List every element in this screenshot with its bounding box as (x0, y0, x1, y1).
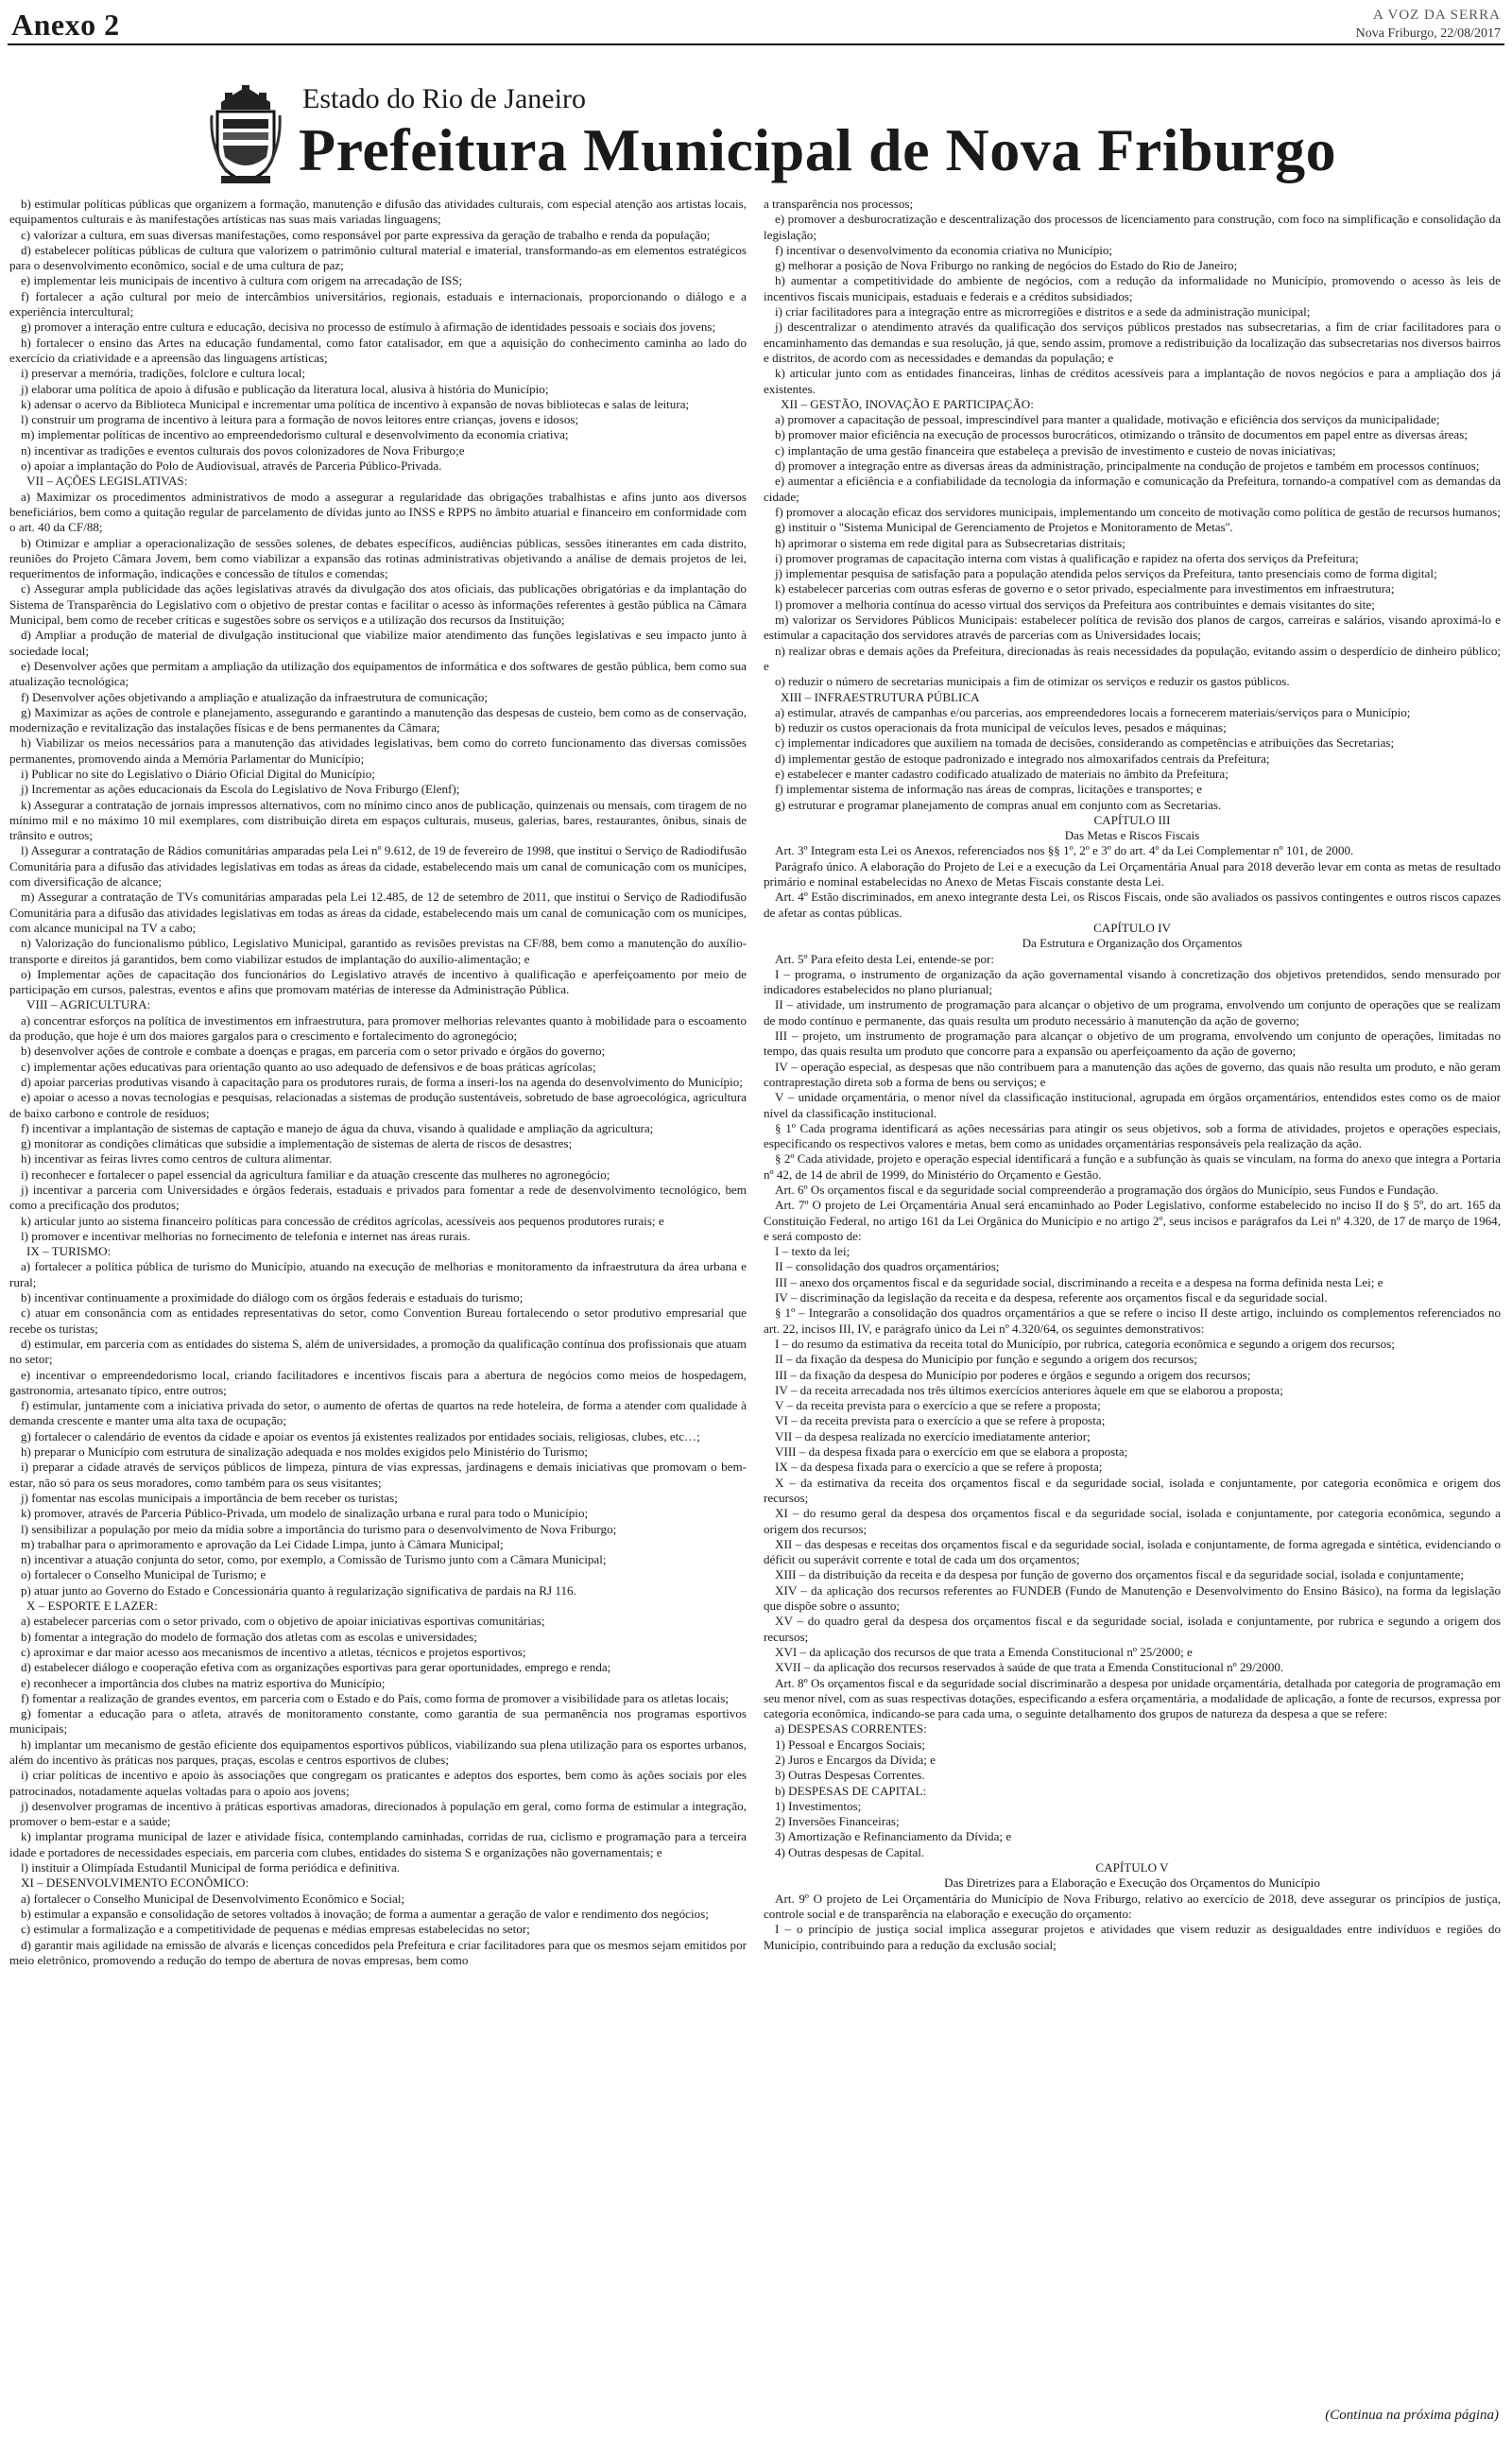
right-column-paragraph: d) promover a integração entre as diversas áreas da administração, principalmente na condução de projetos e também em processos contínuos; (775, 458, 1480, 474)
right-column-paragraph: VI – da receita prevista para o exercício a que se refere à proposta; (775, 1413, 1106, 1428)
right-column-paragraph: 4) Outras despesas de Capital. (775, 1844, 925, 1859)
left-column-paragraph: b) desenvolver ações de controle e combate a doenças e pragas, em parceria com o setor privado e órgãos do governo; (21, 1044, 606, 1059)
newspaper-name: A VOZ DA SERRA (1373, 8, 1501, 23)
coat-of-arms-icon (208, 81, 284, 187)
left-column-paragraph: c) valorizar a cultura, em suas diversas manifestações, como responsável por parte expressiva da geração de trabalho e renda da população; (21, 227, 711, 242)
right-column-paragraph: l) promover a melhoria contínua do acesso virtual dos serviços da Prefeitura aos contribuintes e demais visitantes do site; (775, 596, 1375, 612)
right-column-paragraph: Art. 6º Os orçamentos fiscal e da seguridade social compreenderão a programação dos órgãos do Município, seus Fundos e Fundação. (775, 1183, 1438, 1197)
masthead (208, 81, 1337, 193)
left-column-paragraph: d) apoiar parcerias produtivas visando à capacitação para os produtores rurais, de forma a inseri-los na agenda do desenvolvimento do Município; (21, 1074, 743, 1089)
right-column-paragraph: i) promover programas de capacitação interna com vistas à qualificação e rapidez na oferta dos serviços da Prefeitura; (775, 550, 1359, 565)
right-column-paragraph: h) aumentar a competitividade do ambiente de negócios, com a redução da informalidade no Município, promovendo o acesso às leis de incentivos fiscais municipais, estaduais e federais e a créditos subsidiados; (764, 273, 1501, 303)
right-column-paragraph: XI – do resumo geral da despesa dos orçamentos fiscal e da seguridade social, isolada e conjuntamente, por categoria econômica, segundo a origem dos recursos; (764, 1506, 1501, 1536)
left-column-paragraph: l) instituir a Olimpíada Estudantil Municipal de forma periódica e definitiva. (21, 1860, 401, 1875)
left-column-paragraph: d) Ampliar a produção de material de divulgação institucional que viabilize maior atendimento das funções legislativas e seu impacto junto à sociedade local; (9, 628, 747, 658)
right-column-paragraph: d) implementar gestão de estoque padronizado e integrado nos almoxarifados centrais da Prefeitura; (775, 751, 1270, 766)
left-column-paragraph: l) promover e incentivar melhorias no fornecimento de telefonia e internet nas áreas rurais. (21, 1228, 471, 1243)
left-column-paragraph: g) monitorar as condições climáticas que subsidie a implementação de sistemas de alerta de riscos de desastres; (21, 1136, 573, 1151)
right-column-paragraph: CAPÍTULO IV (1093, 920, 1171, 935)
right-column-paragraph: Art. 5º Para efeito desta Lei, entende-se por: (775, 951, 995, 966)
right-column-paragraph: f) incentivar o desenvolvimento da economia criativa no Município; (775, 242, 1113, 257)
left-column-paragraph: h) incentivar as feiras livres como centros de cultura alimentar. (21, 1151, 333, 1167)
annex-label: Anexo 2 (11, 8, 120, 42)
left-column-paragraph: n) Valorização do funcionalismo público, Legislativo Municipal, garantido as revisões previstas na CF/88, bem como a manutenção do auxílio-transporte e direitos já garantidos, bem como viabilizar estudos de implantação do auxílio-alimentação; e (9, 936, 747, 966)
right-column-paragraph: Das Metas e Riscos Fiscais (1064, 828, 1200, 843)
left-column-paragraph: k) articular junto ao sistema financeiro políticas para concessão de créditos agrícolas, acessíveis aos pequenos produtores rurais; e (21, 1213, 664, 1228)
left-column-paragraph: e) apoiar o acesso a novas tecnologias e pesquisas, relacionadas a sistemas de produção sustentáveis, sobretudo de base agroecológica, agricultura de baixo carbono e controle de resíduos; (9, 1090, 747, 1120)
right-column-paragraph: 2) Inversões Financeiras; (775, 1814, 900, 1829)
left-column-paragraph: k) promover, através de Parceria Público-Privada, um modelo de sinalização urbana e rural para todo o Município; (21, 1506, 589, 1521)
left-column-paragraph: o) Implementar ações de capacitação dos funcionários do Legislativo através de incentivo à qualificação e aperfeiçoamento por meio de participação em cursos, palestras, eventos e afins que promovam matérias de interesse da Administração Pública. (9, 966, 747, 997)
right-column-paragraph: n) realizar obras e demais ações da Prefeitura, direcionadas às reais necessidades da população, evitando assim o desperdício de dinheiro público; e (764, 643, 1501, 673)
left-column-paragraph: j) Incrementar as ações educacionais da Escola do Legislativo de Nova Friburgo (Elenf); (21, 782, 460, 797)
right-column-paragraph: c) implantação de uma gestão financeira que estabeleça a previsão de investimento e custeio de novas iniciativas; (775, 442, 1336, 458)
right-column-paragraph: XII – das despesas e receitas dos orçamentos fiscal e da seguridade social, isolada e conjuntamente, de forma agregada e sintética, evidenciando o déficit ou superávit corrente e total de cada um dos orçamentos; (764, 1536, 1501, 1567)
left-column-paragraph: h) implantar um mecanismo de gestão eficiente dos equipamentos esportivos públicos, viabilizando sua plena utilização para os esportes urbanos, além do incentivo às práticas nos parques, praças, escolas e centros esportivos de clubes; (9, 1737, 747, 1767)
left-column-paragraph: VIII – AGRICULTURA: (26, 997, 151, 1012)
right-column-paragraph: e) promover a desburocratização e descentralização dos processos de licenciamento para construção, com foco na simplificação e consolidação da legislação; (764, 212, 1501, 242)
right-column-paragraph: X – da estimativa da receita dos orçamentos fiscal e da seguridade social, isolada e conjuntamente, por categoria econômica e origem dos recursos; (764, 1475, 1501, 1505)
left-column-paragraph: c) aproximar e dar maior acesso aos mecanismos de incentivo a atletas, técnicos e projetos esportivos; (21, 1644, 526, 1659)
right-column-paragraph: h) aprimorar o sistema em rede digital para as Subsecretarias distritais; (775, 535, 1125, 550)
right-column-paragraph: o) reduzir o número de secretarias municipais a fim de otimizar os serviços e reduzir os gastos públicos. (775, 674, 1290, 689)
right-column-paragraph: k) articular junto com as entidades financeiras, linhas de créditos acessíveis para a implantação de novos negócios e para a ampliação dos já existentes. (764, 366, 1501, 396)
left-column-paragraph: e) incentivar o empreendedorismo local, criando facilitadores e incentivos fiscais para a abertura de negócios como meios de hospedagem, gastronomia, artesanato típico, entre outros; (9, 1367, 747, 1397)
right-column-paragraph: IV – operação especial, as despesas que não contribuem para a manutenção das ações de governo, das quais não resulta um produto, e não geram contraprestação direta sob a forma de bens ou serviços; e (764, 1059, 1501, 1089)
right-column-paragraph: a) DESPESAS CORRENTES: (775, 1721, 927, 1737)
right-column-paragraph: XVII – da aplicação dos recursos reservados à saúde de que trata a Emenda Constitucional nº 29/2000. (775, 1660, 1284, 1675)
right-column-paragraph: V – unidade orçamentária, o menor nível da classificação institucional, agrupada em órgãos orçamentários, entendidos estes como os de maior nível da classificação institucional. (764, 1090, 1501, 1120)
left-column-paragraph: c) Assegurar ampla publicidade das ações legislativas através da divulgação dos atos oficiais, das publicações obrigatórias e da implantação do Sistema de Transparência do Legislativo com o objetivo de prestar contas e facilitar o acesso às informações referentes à gestão pública na Câmara Municipal, bem como de receber críticas e sugestões sobre os serviços e a utilização dos recursos da Instituição; (9, 581, 747, 628)
left-column-paragraph: X – ESPORTE E LAZER: (26, 1599, 158, 1614)
left-column-paragraph: IX – TURISMO: (26, 1244, 112, 1259)
right-column-paragraph: Das Diretrizes para a Elaboração e Execução dos Orçamentos do Município (944, 1875, 1320, 1891)
left-column-paragraph: c) estimular a formalização e a competitividade de pequenas e médias empresas estabelecidas no setor; (21, 1922, 530, 1937)
left-column-paragraph: d) estabelecer políticas públicas de cultura que valorizem o patrimônio cultural material e imaterial, transformando-as em elementos estratégicos para o desenvolvimento econômico, social e de uma cultura de paz; (9, 242, 747, 273)
right-column-paragraph: § 1º – Integrarão a consolidação dos quadros orçamentários a que se refere o inciso II deste artigo, incluindo os complementos referenciados no art. 22, incisos III, IV, e parágrafo único da Lei nº 4.320/64, os seguintes demonstrativos: (764, 1305, 1501, 1336)
left-column-paragraph: i) preparar a cidade através de serviços públicos de limpeza, pintura de vias expressas, jardinagens e demais iniciativas que promovam o bem-estar, não só para os seus moradores, como também para os seus visitantes; (9, 1460, 747, 1490)
right-column-paragraph: Art. 9º O projeto de Lei Orçamentária do Município de Nova Friburgo, relativo ao exercício de 2018, deve assegurar os princípios de justiça, controle social e de transparência na elaboração e execução do orçamento: (764, 1891, 1501, 1921)
right-column-paragraph: b) DESPESAS DE CAPITAL: (775, 1783, 927, 1798)
left-text-column (9, 197, 747, 2397)
left-column-paragraph: f) estimular, juntamente com a iniciativa privada do setor, o aumento de ofertas de quartos na rede hoteleira, de forma a atender com qualidade à demanda crescente e manter uma alta taxa de ocupação; (9, 1398, 747, 1428)
left-column-paragraph: b) estimular políticas públicas que organizem a formação, manutenção e difusão das atividades culturais, com especial atenção aos artistas locais, equipamentos culturais e às manifestações artísticas nas suas mais variadas linguagens; (9, 197, 747, 227)
left-column-paragraph: i) Publicar no site do Legislativo o Diário Oficial Digital do Município; (21, 766, 375, 781)
left-column-paragraph: a) concentrar esforços na política de investimentos em infraestrutura, para promover melhorias relevantes quanto à mobilidade para o escoamento da produção, que hoje é um dos maiores gargalos para o crescimento e fortalecimento do agronegócio; (9, 1012, 747, 1044)
left-column-paragraph: k) implantar programa municipal de lazer e atividade física, contemplando caminhadas, corridas de rua, ciclismo e programação para a terceira idade e portadores de necessidades especiais, em parceria com clubes, entidades do sistema S e organizações não governamentais; e (9, 1829, 747, 1859)
right-column-paragraph: XVI – da aplicação dos recursos de que trata a Emenda Constitucional nº 25/2000; e (775, 1644, 1193, 1659)
left-column-paragraph: b) fomentar a integração do modelo de formação dos atletas com as escolas e universidades; (21, 1629, 477, 1644)
right-column-paragraph: XIII – da distribuição da receita e da despesa por função de governo dos orçamentos fiscal e da seguridade social, isolada e conjuntamente; (775, 1567, 1464, 1582)
right-column-paragraph: XIV – da aplicação dos recursos referentes ao FUNDEB (Fundo de Manutenção e Desenvolvimento do Ensino Básico), na forma da legislação que dispõe sobre o assunto; (764, 1582, 1501, 1614)
left-column-paragraph: g) fortalecer o calendário de eventos da cidade e apoiar os eventos já existentes realizados por entidades sociais, religiosas, clubes, etc…; (21, 1428, 700, 1443)
left-column-paragraph: a) estabelecer parcerias com o setor privado, com o objetivo de apoiar iniciativas esportivas comunitárias; (21, 1614, 545, 1629)
left-column-paragraph: f) fortalecer a ação cultural por meio de intercâmbios universitários, regionais, estaduais e internacionais, proporcionando o diálogo e a experiência intercultural; (9, 288, 747, 320)
right-column-paragraph: Da Estrutura e Organização dos Orçamentos (1022, 936, 1243, 951)
right-column-paragraph: 2) Juros e Encargos da Dívida; e (775, 1752, 936, 1767)
continuation-note: (Continua na próxima página) (1325, 2408, 1499, 2423)
left-column-paragraph: o) fortalecer o Conselho Municipal de Turismo; e (21, 1567, 266, 1582)
left-column-paragraph: d) estimular, em parceria com as entidades do sistema S, além de universidades, a promoção da qualificação contínua dos profissionais que atuam no setor; (9, 1336, 747, 1367)
right-column-paragraph: II – consolidação dos quadros orçamentários; (775, 1259, 1000, 1274)
right-column-paragraph: 3) Amortização e Refinanciamento da Dívida; e (775, 1829, 1012, 1844)
state-name: Estado do Rio de Janeiro (302, 83, 586, 114)
left-column-paragraph: e) implementar leis municipais de incentivo à cultura com origem na arrecadação de ISS; (21, 273, 463, 288)
page-header (8, 6, 1504, 45)
right-column-paragraph: § 2º Cada atividade, projeto e operação especial identificará a função e a subfunção às quais se vinculam, na forma do anexo que integra a Portaria nº 42, de 14 de abril de 1999, do Ministério do Orçamento e Gestão. (764, 1151, 1501, 1182)
right-column-paragraph: III – da fixação da despesa do Município por poderes e órgãos e segundo a origem dos recursos; (775, 1367, 1251, 1382)
left-column-paragraph: p) atuar junto ao Governo do Estado e Concessionária quanto à regularização significativa de pardais na RJ 116. (21, 1582, 576, 1598)
left-column-paragraph: i) preservar a memória, tradições, folclore e cultura local; (21, 366, 306, 381)
left-column-paragraph: f) Desenvolver ações objetivando a ampliação e atualização da infraestrutura de comunicação; (21, 689, 489, 704)
left-column-paragraph: d) estabelecer diálogo e cooperação efetiva com as organizações esportivas para gerar oportunidades, emprego e renda; (21, 1660, 611, 1675)
left-column-paragraph: k) Assegurar a contratação de jornais impressos alternativos, com no mínimo cinco anos de publicação, quinzenais ou mensais, com tiragem de no mínimo mil e no máximo 10 mil exemplares, com distribuição direta em espaços culturais, museus, galerias, bares, restaurantes, ônibus, sinais de trânsito e outros; (9, 797, 747, 843)
left-column-paragraph: g) promover a interação entre cultura e educação, decisiva no processo de estímulo à afirmação de identidades pessoais e sociais dos jovens; (21, 320, 716, 335)
right-column-paragraph: b) reduzir os custos operacionais da frota municipal de veículos leves, pesados e máquinas; (775, 720, 1227, 735)
right-column-paragraph: c) implementar indicadores que auxiliem na tomada de decisões, considerando as competências e atribuições das Secretarias; (775, 735, 1395, 751)
right-column-paragraph: f) implementar sistema de informação nas áreas de compras, licitações e transportes; e (775, 782, 1202, 797)
right-column-paragraph: Art. 4º Estão discriminados, em anexo integrante desta Lei, os Riscos Fiscais, onde são avaliados os passivos contingentes e outros riscos capazes de afetar as contas públicas. (764, 890, 1501, 920)
right-column-paragraph: XV – do quadro geral da despesa dos orçamentos fiscal e da seguridade social, isolada e conjuntamente, por rubrica e segundo a origem dos recursos; (764, 1614, 1501, 1644)
left-column-paragraph: i) criar políticas de incentivo e apoio às associações que congregam os praticantes e adeptos dos esportes, bem como às ações sociais por eles patrocinados, notadamente aquelas voltadas para o apoio aos jovens; (9, 1768, 747, 1798)
prefecture-title: Prefeitura Municipal de Nova Friburgo (299, 116, 1337, 183)
right-column-paragraph: f) promover a alocação eficaz dos servidores municipais, implementando um conceito de motivação como política de gestão de recursos humanos; (775, 504, 1501, 519)
right-column-paragraph: IX – da despesa fixada para o exercício a que se refere à proposta; (775, 1460, 1103, 1475)
right-column-paragraph: a) estimular, através de campanhas e/ou parcerias, aos empreendedores locais a fornecerem materiais/serviços para o Município; (775, 704, 1411, 719)
left-column-paragraph: a) Maximizar os procedimentos administrativos de modo a assegurar a regularidade das obrigações trabalhistas e afins junto aos diversos beneficiários, bem como a quitação regular de parcelamento de dívidas junto ao INSS e RPPS no âmbito atuarial e financeiro em conformidade com o art. 40 da CF/88; (9, 489, 747, 535)
right-column-paragraph: II – atividade, um instrumento de programação para alcançar o objetivo de um programa, envolvendo um conjunto de operações que se realizam de modo contínuo e permanente, das quais resulta um produto necessário à manutenção da ação de governo; (764, 997, 1501, 1028)
right-column-paragraph: g) estruturar e programar planejamento de compras anual em conjunto com as Secretarias. (775, 797, 1222, 812)
left-column-paragraph: j) desenvolver programas de incentivo à práticas esportivas amadoras, direcionados à população em geral, como forma de estimular a integração, promover o bem-estar e a saúde; (9, 1798, 747, 1829)
right-column-paragraph: e) aumentar a eficiência e a confiabilidade da tecnologia da informação e comunicação da Prefeitura, tornando-a compatível com as demandas da cidade; (764, 474, 1501, 504)
right-column-paragraph: a transparência nos processos; (764, 197, 914, 211)
left-column-paragraph: j) incentivar a parceria com Universidades e órgãos federais, estaduais e privados para fomentar a rede de desenvolvimento tecnológico, bem como a precificação dos produtos; (9, 1183, 747, 1213)
left-column-paragraph: h) Viabilizar os meios necessários para a manutenção das atividades legislativas, bem como do correto funcionamento das diversas comissões permanentes, promovendo ainda a Memória Parlamentar do Município; (9, 735, 747, 766)
left-column-paragraph: j) fomentar nas escolas municipais a importância de bem receber os turistas; (21, 1490, 398, 1505)
right-column-paragraph: I – texto da lei; (775, 1244, 850, 1259)
left-column-paragraph: h) preparar o Município com estrutura de sinalização adequada e nos moldes exigidos pelo Ministério do Turismo; (21, 1444, 588, 1460)
right-column-paragraph: a) promover a capacitação de pessoal, imprescindível para manter a qualidade, motivação e eficiência dos serviços da municipalidade; (775, 412, 1440, 427)
right-column-paragraph: VII – da despesa realizada no exercício imediatamente anterior; (775, 1428, 1091, 1443)
right-column-paragraph: V – da receita prevista para o exercício a que se refere a proposta; (775, 1398, 1101, 1413)
right-column-paragraph: I – do resumo da estimativa da receita total do Município, por rubrica, categoria econômica e segundo a origem dos recursos; (775, 1336, 1395, 1351)
right-column-paragraph: § 1º Cada programa identificará as ações necessárias para atingir os seus objetivos, sob a forma de atividades, projetos e operações especiais, especificando os respectivos valores e metas, bem como as unidades orçamentárias responsáveis pela realização da ação. (764, 1120, 1501, 1151)
right-column-paragraph: 3) Outras Despesas Correntes. (775, 1768, 925, 1783)
right-column-paragraph: VIII – da despesa fixada para o exercício em que se elabora a proposta; (775, 1444, 1128, 1460)
right-column-paragraph: Parágrafo único. A elaboração do Projeto de Lei e a execução da Lei Orçamentária Anual para 2018 deverão levar em conta as metas de resultado primário e nominal estabelecidas no Anexo de Metas Fiscais constante desta Lei. (764, 858, 1501, 890)
left-column-paragraph: l) Assegurar a contratação de Rádios comunitárias amparadas pela Lei nº 9.612, de 19 de fevereiro de 1998, que institui o Serviço de Radiodifusão Comunitária para a difusão das atividades legislativas em todas as áreas da cidade, estabelecendo mais um canal de comunicação com os munícipes, com diversificação de alcance; (9, 843, 747, 890)
right-column-paragraph: Art. 8º Os orçamentos fiscal e da seguridade social discriminarão a despesa por unidade orçamentária, detalhada por categoria de programação em seu menor nível, com as suas respectivas dotações, especificando a esfera orçamentária, a modalidade de aplicação, a fonte de recursos, expressa por categoria econômica, indicando-se para cada uma, o seguinte detalhamento dos grupos de natureza da despesa a que se refere: (764, 1675, 1501, 1721)
right-column-paragraph: CAPÍTULO III (1093, 812, 1171, 827)
left-column-paragraph: g) fomentar a educação para o atleta, através de monitoramento constante, como garantia de sua permanência nos programas esportivos municipais; (9, 1706, 747, 1737)
right-column-paragraph: III – anexo dos orçamentos fiscal e da seguridade social, discriminando a receita e a despesa na forma definida nesta Lei; e (775, 1274, 1383, 1289)
left-column-paragraph: b) estimular a expansão e consolidação de setores voltados à inovação; de forma a aumentar a geração de valor e rendimento dos negócios; (21, 1906, 709, 1921)
left-column-paragraph: l) sensibilizar a população por meio da mídia sobre a importância do turismo para o desenvolvimento de Nova Friburgo; (21, 1521, 617, 1536)
right-column-paragraph: j) descentralizar o atendimento através da qualificação dos serviços públicos prestados nas subsecretarias, a fim de criar facilitadores para o encaminhamento das demandas e sua resolução, já que, sendo assim, promove a redistribuição da localização das subsecretarias nos diversos bairros e distritos, de acordo com as necessidades e demandas da população; e (764, 320, 1501, 365)
left-column-paragraph: n) incentivar a atuação conjunta do setor, como, por exemplo, a Comissão de Turismo junto com a Câmara Municipal; (21, 1552, 607, 1567)
right-column-paragraph: 1) Investimentos; (775, 1798, 862, 1813)
right-column-paragraph: Art. 3º Integram esta Lei os Anexos, referenciados nos §§ 1º, 2º e 3º do art. 4º da Lei Complementar nº 101, de 2000. (775, 843, 1354, 858)
left-column-paragraph: d) garantir mais agilidade na emissão de alvarás e licenças concedidos pela Prefeitura e criar facilitadores para que os mesmos sejam emitidos por meio eletrônico, promovendo a redução do tempo de abertura de novas empresas, bem como (9, 1937, 747, 1967)
right-column-paragraph: XIII – INFRAESTRUTURA PÚBLICA (781, 689, 980, 704)
right-column-paragraph: m) valorizar os Servidores Públicos Municipais: estabelecer política de revisão dos planos de cargos, carreiras e salários, visando aproximá-lo e estimular a capacitação dos servidores através de parcerias com as Universidades locais; (764, 613, 1501, 643)
left-column-paragraph: g) Maximizar as ações de controle e planejamento, assegurando e garantindo a manutenção das despesas de custeio, bem como as de conservação, modernização e revitalização das instalações físicas e de bens permanentes da Câmara; (9, 704, 747, 735)
right-column-paragraph: I – programa, o instrumento de organização da ação governamental visando à concretização dos objetivos pretendidos, sendo mensurado por indicadores estabelecidos no plano plurianual; (764, 966, 1501, 997)
left-column-paragraph: h) fortalecer o ensino das Artes na educação fundamental, como fator catalisador, em que a aquisição do conhecimento caminha ao lado do exercício da criatividade e a apreensão das linguagens artísticas; (9, 335, 747, 365)
left-column-paragraph: m) trabalhar para o aprimoramento e aprovação da Lei Cidade Limpa, junto à Câmara Municipal; (21, 1536, 504, 1551)
right-column-paragraph: g) melhorar a posição de Nova Friburgo no ranking de negócios do Estado do Rio de Janeiro; (775, 258, 1238, 273)
right-column-paragraph: Art. 7º O projeto de Lei Orçamentária Anual será encaminhado ao Poder Legislativo, conforme estabelecido no inciso II do § 5º, do art. 165 da Constituição Federal, no artigo 161 da Lei Orgânica do Município e no artigo 2º, seus incisos e parágrafos da Lei nº 4.320, de 17 de março de 1964, e será composto de: (764, 1198, 1501, 1243)
right-column-paragraph: b) promover maior eficiência na execução de processos burocráticos, otimizando o trânsito de documentos em papel entre as diversas áreas; (775, 427, 1468, 442)
right-column-paragraph: IV – da receita arrecadada nos três últimos exercícios anteriores àquele em que se elaborou a proposta; (775, 1382, 1283, 1397)
left-column-paragraph: l) construir um programa de incentivo à leitura para a formação de novos leitores entre crianças, jovens e idosos; (21, 412, 579, 427)
right-column-paragraph: i) criar facilitadores para a integração entre as microrregiões e distritos e a sede da administração municipal; (775, 304, 1311, 320)
right-column-paragraph: III – projeto, um instrumento de programação para alcançar o objetivo de um programa, envolvendo um conjunto de operações, limitadas no tempo, das quais resulta um produto que concorre para a expansão ou aperfeiçoamento da ação de governo; (764, 1028, 1501, 1059)
right-text-column (764, 197, 1501, 2397)
right-column-paragraph: II – da fixação da despesa do Município por função e segundo a origem dos recursos; (775, 1352, 1197, 1367)
left-column-paragraph: n) incentivar as tradições e eventos culturais dos povos colonizadores de Nova Friburgo;e (21, 442, 465, 458)
left-column-paragraph: f) incentivar a implantação de sistemas de captação e manejo de água da chuva, visando à qualidade e ampliação da agricultura; (21, 1120, 654, 1135)
right-column-paragraph: CAPÍTULO V (1095, 1860, 1169, 1875)
right-column-paragraph: XII – GESTÃO, INOVAÇÃO E PARTICIPAÇÃO: (781, 396, 1034, 411)
right-column-paragraph: IV – discriminação da legislação da receita e da despesa, referente aos orçamentos fiscal e da seguridade social. (775, 1290, 1328, 1305)
left-column-paragraph: b) Otimizar e ampliar a operacionalização de sessões solenes, de debates específicos, audiências públicas, sessões itinerantes em cada distrito, reuniões do Projeto Câmara Jovem, bem como viabilizar a expansão das rotinas administrativas objetivando a análise de demais projetos de lei, requerimentos de informação, indicações e concessão de títulos e comendas; (9, 535, 747, 581)
right-column-paragraph: 1) Pessoal e Encargos Sociais; (775, 1737, 926, 1752)
right-column-paragraph: j) implementar pesquisa de satisfação para a população atendida pelos serviços da Prefeitura, tanto presenciais como de forma digital; (775, 566, 1437, 581)
right-column-paragraph: I – o princípio de justiça social implica assegurar projetos e atividades que visem reduzir as desigualdades entre indivíduos e regiões do Município, contribuindo para a redução da exclusão social; (764, 1922, 1501, 1952)
publication-date: Nova Friburgo, 22/08/2017 (1355, 26, 1501, 41)
left-column-paragraph: c) implementar ações educativas para orientação quanto ao uso adequado de defensivos e de boas práticas agrícolas; (21, 1059, 596, 1074)
left-column-paragraph: m) Assegurar a contratação de TVs comunitárias amparadas pela Lei 12.485, de 12 de setembro de 2011, que institui o Serviço de Radiodifusão Comunitária para a difusão das atividades legislativas em todas as áreas da cidade, estabelecendo mais um canal de comunicação com os munícipes, com alcance municipal na TV a cabo; (9, 890, 747, 935)
left-column-paragraph: i) reconhecer e fortalecer o papel essencial da agricultura familiar e da atuação crescente das mulheres no agronegócio; (21, 1167, 610, 1182)
left-column-paragraph: o) apoiar a implantação do Polo de Audiovisual, através de Parceria Público-Privada. (21, 458, 442, 474)
right-column-paragraph: e) estabelecer e manter cadastro codificado atualizado de materiais no âmbito da Prefeitura; (775, 766, 1228, 781)
left-column-paragraph: m) implementar políticas de incentivo ao empreendedorismo cultural e desenvolvimento da economia criativa; (21, 427, 569, 442)
left-column-paragraph: e) Desenvolver ações que permitam a ampliação da utilização dos equipamentos de informática e dos softwares de gestão pública, bem como sua atualização tecnológica; (9, 658, 747, 689)
left-column-paragraph: f) fomentar a realização de grandes eventos, em parceria com o Estado e do País, como forma de promover a visibilidade para os atletas locais; (21, 1690, 729, 1705)
left-column-paragraph: VII – AÇÕES LEGISLATIVAS: (26, 474, 188, 489)
right-column-paragraph: k) estabelecer parcerias com outras esferas de governo e o setor privado, especialmente para investimentos em infraestrutura; (775, 581, 1395, 596)
left-column-paragraph: j) elaborar uma política de apoio à difusão e publicação da literatura local, alusiva à história do Município; (21, 381, 549, 396)
left-column-paragraph: a) fortalecer a política pública de turismo do Município, atuando na execução de melhorias e monitoramento da infraestrutura da área urbana e rural; (9, 1259, 747, 1289)
left-column-paragraph: c) atuar em consonância com as entidades representativas do setor, como Convention Bureau fortalecendo o setor produtivo empresarial que recebe os turistas; (9, 1305, 747, 1336)
left-column-paragraph: a) fortalecer o Conselho Municipal de Desenvolvimento Econômico e Social; (21, 1891, 405, 1906)
right-column-paragraph: g) instituir o ''Sistema Municipal de Gerenciamento de Projetos e Monitoramento de Metas''. (775, 520, 1233, 535)
left-column-paragraph: XI – DESENVOLVIMENTO ECONÔMICO: (21, 1875, 249, 1891)
left-column-paragraph: b) incentivar continuamente a proximidade do diálogo com os órgãos federais e estaduais do turismo; (21, 1290, 524, 1305)
left-column-paragraph: k) adensar o acervo da Biblioteca Municipal e incrementar uma política de incentivo à expansão de novas bibliotecas e salas de leitura; (21, 396, 690, 411)
left-column-paragraph: e) reconhecer a importância dos clubes na matriz esportiva do Município; (21, 1675, 386, 1690)
